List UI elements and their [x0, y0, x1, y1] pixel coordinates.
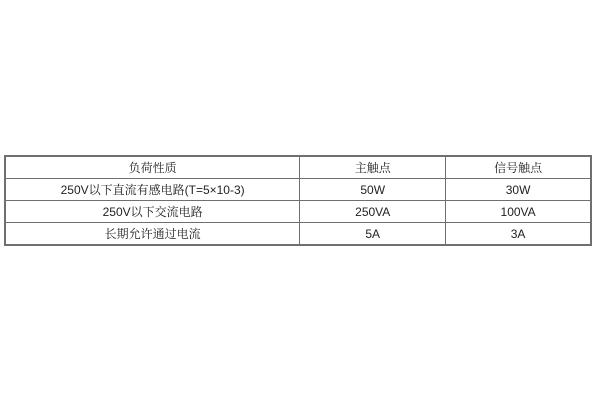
table-cell-signal-value: 30W [446, 179, 591, 201]
table-cell-load-type: 250V以下直流有感电路(T=5×10-3) [5, 179, 300, 201]
table-cell-main-value: 5A [300, 223, 446, 246]
header-cell-load-type: 负荷性质 [5, 156, 300, 179]
table-row [5, 179, 591, 201]
table-header-row [5, 156, 591, 179]
header-cell-main-contact: 主触点 [300, 156, 446, 179]
header-cell-signal-contact: 信号触点 [446, 156, 591, 179]
table-row [5, 201, 591, 223]
spec-table [4, 155, 592, 246]
table-cell-signal-value: 3A [446, 223, 591, 246]
table-cell-signal-value: 100VA [446, 201, 591, 223]
table-row [5, 223, 591, 246]
table-cell-main-value: 250VA [300, 201, 446, 223]
table-cell-load-type: 250V以下交流电路 [5, 201, 300, 223]
contact-load-spec-table [4, 155, 592, 246]
table-cell-load-type: 长期允许通过电流 [5, 223, 300, 246]
table-cell-main-value: 50W [300, 179, 446, 201]
